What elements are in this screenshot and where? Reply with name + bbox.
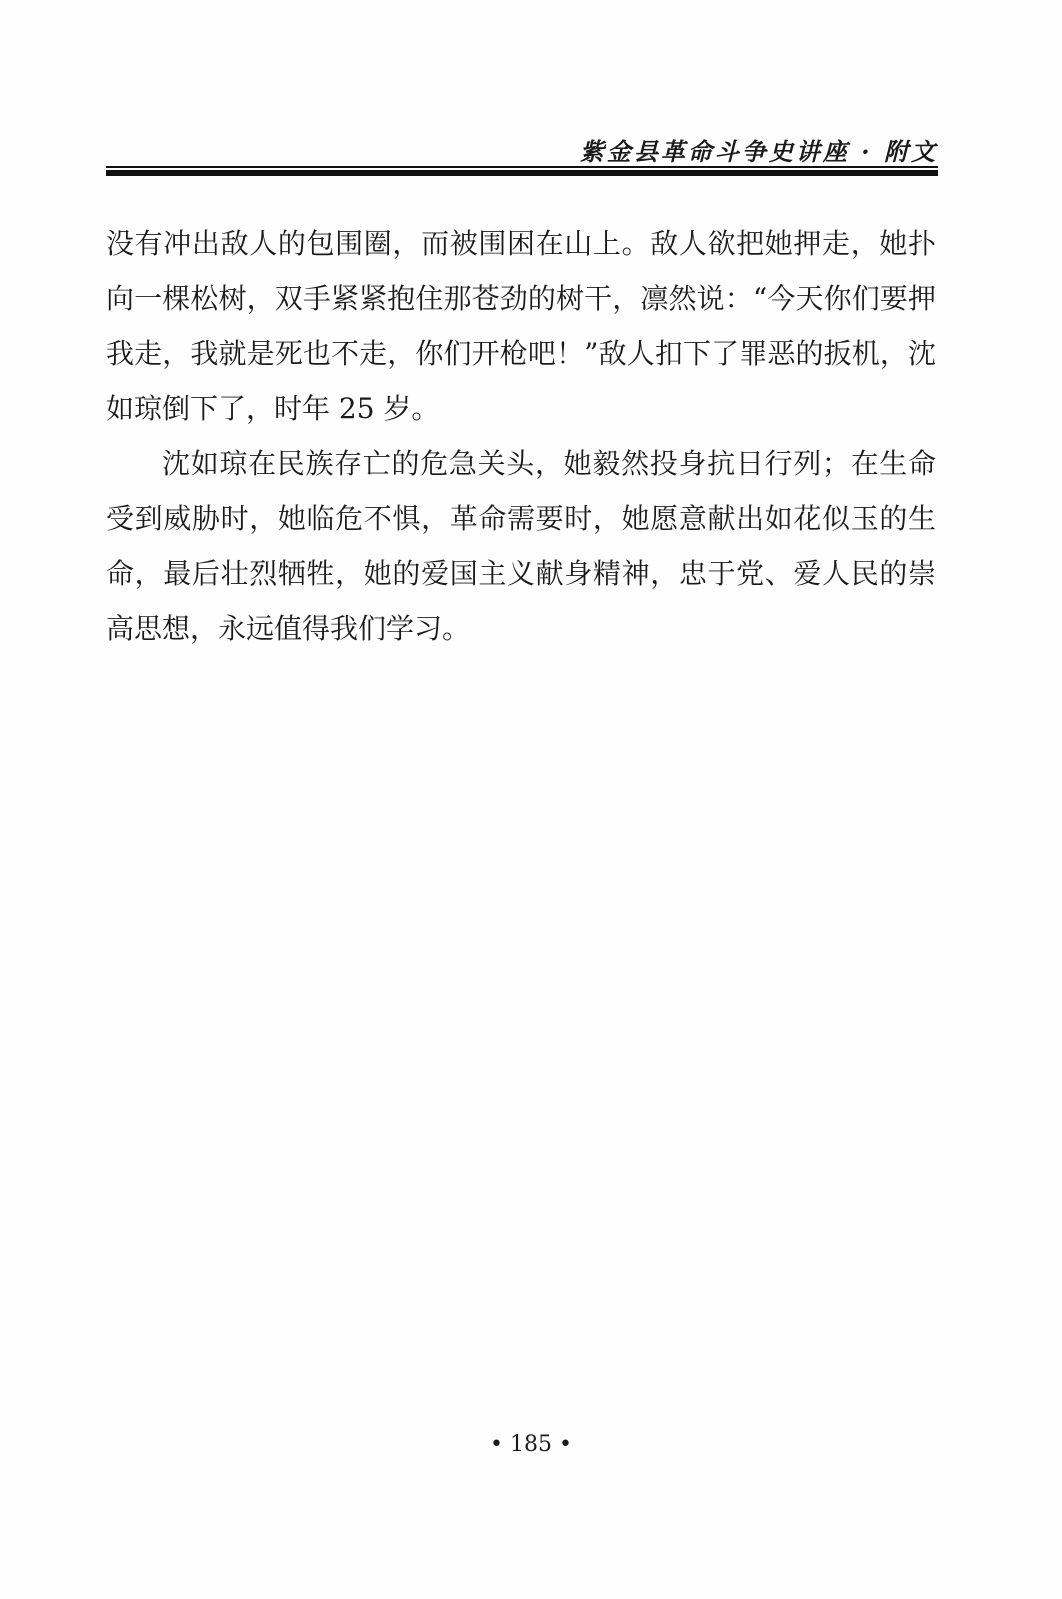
- header-rule-thick: [106, 170, 938, 176]
- running-header: [106, 128, 938, 176]
- body-text: [106, 216, 936, 656]
- running-header-title: 紫金县革命斗争史讲座 · 附文: [579, 137, 938, 166]
- paragraph-conclusion: 沈如琼在民族存亡的危急关头，她毅然投身抗日行列；在生命受到威胁时，她临危不惧，革命需要时，她愿意献出如花似玉的生命，最后壮烈牺牲，她的爱国主义献身精神，忠于党、爱人民的崇高思想，永远值得我们学习。: [106, 447, 936, 645]
- page-number: • 185 •: [490, 1432, 572, 1457]
- header-rule-thin: [106, 166, 938, 168]
- paragraph-continued: 没有冲出敌人的包围圈，而被围困在山上。敌人欲把她押走，她扑向一棵松树，双手紧紧抱住那苍劲的树干，凛然说：“今天你们要押我走，我就是死也不走，你们开枪吧！”敌人扣下了罪恶的扳机，沈如琼倒下了，时年 25 岁。: [106, 227, 936, 425]
